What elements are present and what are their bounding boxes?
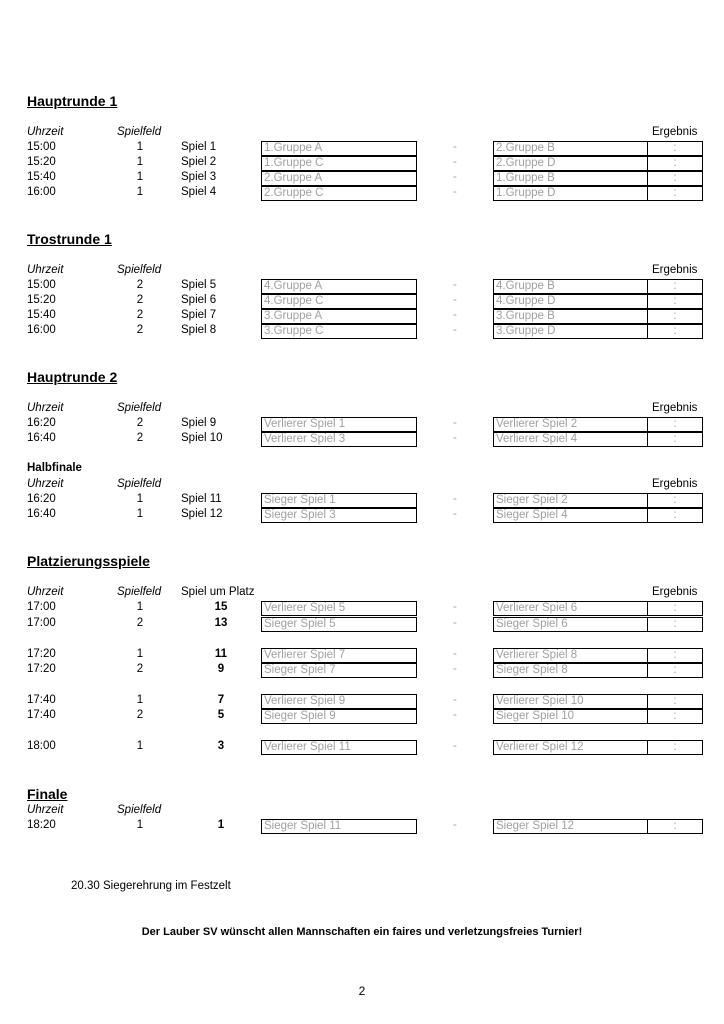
match-field: 2 [136,324,144,336]
match-time: 15:00 [27,279,56,291]
match-field: 2 [136,279,144,291]
match-time: 16:20 [27,493,56,505]
match-time: 16:20 [27,417,56,429]
team-b-box: Sieger Spiel 8 [493,663,648,678]
closing-message: Der Lauber SV wünscht allen Mannschaften ein faires und verletzungsfreies Turnier! [141,926,583,938]
header-uhrzeit: Uhrzeit [27,402,64,414]
result-box: : [647,663,703,678]
match-time: 17:20 [27,663,56,675]
match-time: 15:20 [27,156,56,168]
team-b-box: 3.Gruppe D [493,324,648,339]
result-box: : [647,819,703,834]
match-time: 15:40 [27,309,56,321]
team-a-box: Verlierer Spiel 1 [261,417,417,432]
versus-dash: - [453,709,457,721]
team-b-box: 1.Gruppe B [493,171,648,186]
team-a-box: Verlierer Spiel 9 [261,694,417,709]
finale-title: Finale [27,786,68,802]
match-time: 15:00 [27,141,56,153]
match-place: 9 [217,663,225,675]
match-time: 18:20 [27,819,56,831]
team-a-box: 1.Gruppe A [261,141,417,156]
team-b-box: Verlierer Spiel 6 [493,601,648,616]
match-time: 18:00 [27,740,56,752]
team-b-box: Sieger Spiel 10 [493,709,648,724]
team-a-box: Verlierer Spiel 7 [261,648,417,663]
result-box: : [647,294,703,309]
header-spielfeld: Spielfeld [117,126,162,138]
versus-dash: - [453,617,457,629]
result-box: : [647,171,703,186]
result-box: : [647,740,703,755]
result-box: : [647,709,703,724]
team-a-box: Sieger Spiel 1 [261,493,417,508]
match-field: 1 [136,819,144,831]
match-field: 2 [136,294,144,306]
match-field: 1 [136,141,144,153]
match-field: 2 [136,663,144,675]
versus-dash: - [453,432,457,444]
versus-dash: - [453,294,457,306]
team-b-box: Verlierer Spiel 4 [493,432,648,447]
versus-dash: - [453,663,457,675]
result-box: : [647,617,703,632]
team-a-box: Verlierer Spiel 11 [261,740,417,755]
versus-dash: - [453,279,457,291]
versus-dash: - [453,171,457,183]
match-time: 15:40 [27,171,56,183]
team-a-box: 3.Gruppe A [261,309,417,324]
match-time: 17:00 [27,617,56,629]
team-b-box: Sieger Spiel 6 [493,617,648,632]
result-box: : [647,508,703,523]
team-b-box: 2.Gruppe D [493,156,648,171]
match-field: 2 [136,309,144,321]
team-a-box: Sieger Spiel 5 [261,617,417,632]
match-field: 2 [136,709,144,721]
versus-dash: - [453,324,457,336]
team-a-box: Sieger Spiel 11 [261,819,417,834]
result-box: : [647,648,703,663]
match-field: 1 [136,156,144,168]
versus-dash: - [453,493,457,505]
match-field: 1 [136,648,144,660]
team-a-box: 3.Gruppe C [261,324,417,339]
match-time: 17:00 [27,601,56,613]
match-game: Spiel 1 [181,141,217,153]
team-b-box: 3.Gruppe B [493,309,648,324]
match-place: 5 [217,709,225,721]
team-b-box: Sieger Spiel 12 [493,819,648,834]
team-b-box: Verlierer Spiel 2 [493,417,648,432]
match-field: 1 [136,601,144,613]
result-box: : [647,324,703,339]
match-field: 1 [136,171,144,183]
versus-dash: - [453,309,457,321]
versus-dash: - [453,186,457,198]
match-place: 11 [214,648,228,660]
result-box: : [647,141,703,156]
header-spielfeld: Spielfeld [117,478,162,490]
team-b-box: Sieger Spiel 2 [493,493,648,508]
section-title: Hauptrunde 1 [27,93,118,109]
match-place: 13 [214,617,228,629]
match-field: 1 [136,740,144,752]
header-spielfeld: Spielfeld [117,586,162,598]
match-field: 1 [136,186,144,198]
header-spielfeld: Spielfeld [117,804,162,816]
match-time: 17:20 [27,648,56,660]
match-time: 16:00 [27,186,56,198]
result-box: : [647,156,703,171]
match-field: 2 [136,432,144,444]
team-a-box: Sieger Spiel 7 [261,663,417,678]
result-box: : [647,694,703,709]
header-spielfeld: Spielfeld [117,264,162,276]
section-title: Hauptrunde 2 [27,369,118,385]
match-game: Spiel 7 [181,309,217,321]
team-b-box: Sieger Spiel 4 [493,508,648,523]
header-spielfeld: Spielfeld [117,402,162,414]
result-box: : [647,309,703,324]
team-b-box: 1.Gruppe D [493,186,648,201]
match-game: Spiel 11 [181,493,222,505]
match-game: Spiel 12 [181,508,223,520]
halbfinale-title: Halbfinale [27,462,82,474]
team-a-box: 2.Gruppe C [261,186,417,201]
header-ergebnis: Ergebnis [652,264,698,276]
result-box: : [647,432,703,447]
result-box: : [647,186,703,201]
header-uhrzeit: Uhrzeit [27,478,64,490]
team-a-box: 4.Gruppe A [261,279,417,294]
platzierung-title: Platzierungsspiele [27,553,150,569]
versus-dash: - [453,156,457,168]
match-place: 15 [214,601,228,613]
match-game: Spiel 10 [181,432,223,444]
match-time: 16:40 [27,508,56,520]
result-box: : [647,279,703,294]
team-a-box: 2.Gruppe A [261,171,417,186]
team-b-box: Verlierer Spiel 12 [493,740,648,755]
header-ergebnis: Ergebnis [652,586,698,598]
match-time: 17:40 [27,709,56,721]
match-field: 1 [136,508,144,520]
match-game: Spiel 5 [181,279,217,291]
team-a-box: Verlierer Spiel 5 [261,601,417,616]
match-time: 15:20 [27,294,56,306]
versus-dash: - [453,819,457,831]
section-title: Trostrunde 1 [27,231,112,247]
team-b-box: Verlierer Spiel 10 [493,694,648,709]
match-field: 2 [136,617,144,629]
team-a-box: Verlierer Spiel 3 [261,432,417,447]
team-a-box: Sieger Spiel 3 [261,508,417,523]
versus-dash: - [453,141,457,153]
match-field: 1 [136,694,144,706]
header-uhrzeit: Uhrzeit [27,804,64,816]
versus-dash: - [453,508,457,520]
header-uhrzeit: Uhrzeit [27,264,64,276]
match-game: Spiel 2 [181,156,217,168]
match-game: Spiel 3 [181,171,217,183]
versus-dash: - [453,417,457,429]
versus-dash: - [453,648,457,660]
match-game: Spiel 4 [181,186,217,198]
match-place: 7 [217,694,225,706]
match-place: 1 [217,819,225,831]
match-field: 2 [136,417,144,429]
team-a-box: 4.Gruppe C [261,294,417,309]
team-b-box: 2.Gruppe B [493,141,648,156]
team-b-box: 4.Gruppe D [493,294,648,309]
match-time: 16:00 [27,324,56,336]
team-b-box: Verlierer Spiel 8 [493,648,648,663]
result-box: : [647,601,703,616]
team-a-box: Sieger Spiel 9 [261,709,417,724]
page-number: 2 [358,984,366,998]
versus-dash: - [453,694,457,706]
match-time: 17:40 [27,694,56,706]
team-b-box: 4.Gruppe B [493,279,648,294]
result-box: : [647,417,703,432]
match-place: 3 [217,740,225,752]
match-game: Spiel 6 [181,294,217,306]
team-a-box: 1.Gruppe C [261,156,417,171]
header-spiel-um-platz: Spiel um Platz [181,586,255,598]
header-uhrzeit: Uhrzeit [27,126,64,138]
result-box: : [647,493,703,508]
versus-dash: - [453,601,457,613]
header-ergebnis: Ergebnis [652,478,698,490]
header-ergebnis: Ergebnis [652,126,698,138]
match-field: 1 [136,493,144,505]
award-ceremony-note: 20.30 Siegerehrung im Festzelt [71,880,231,892]
match-game: Spiel 8 [181,324,217,336]
match-game: Spiel 9 [181,417,217,429]
versus-dash: - [453,740,457,752]
header-uhrzeit: Uhrzeit [27,586,64,598]
match-time: 16:40 [27,432,56,444]
header-ergebnis: Ergebnis [652,402,698,414]
